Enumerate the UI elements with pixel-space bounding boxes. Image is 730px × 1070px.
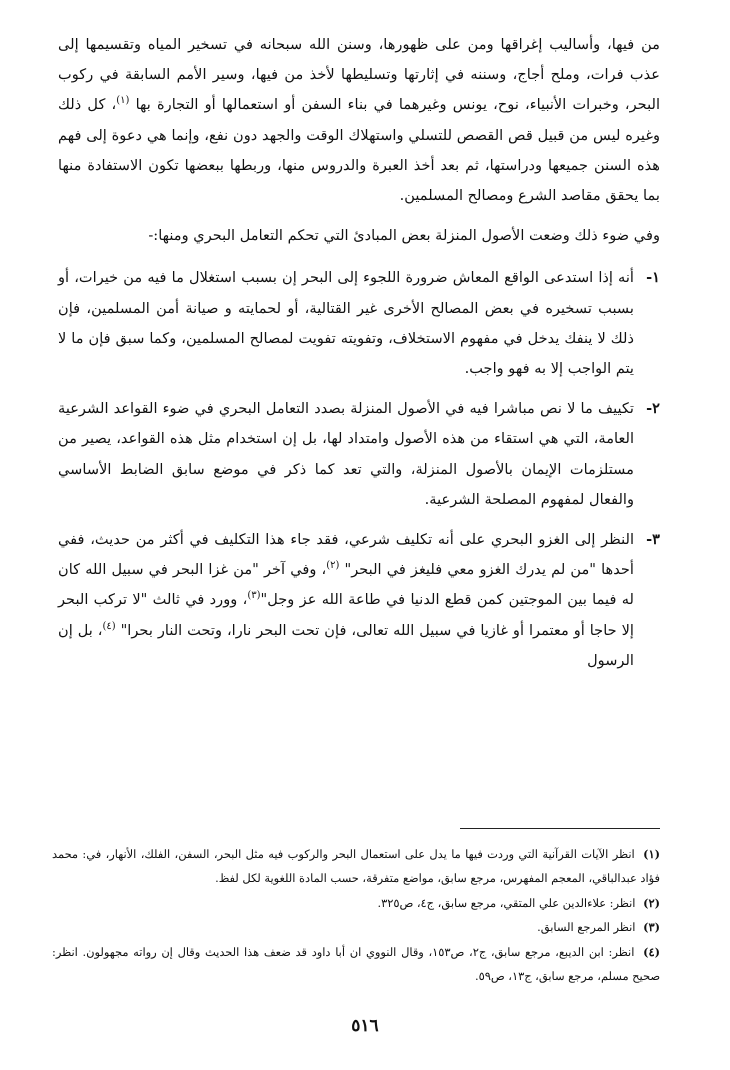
paragraph-text: من فيها، وأساليب إغراقها ومن على ظهورها، وسنن الله سبحانه في تسخير المياه وتقسيمها إلى عذب فرات، وملح أجاج، وسننه في إثارتها وتسليطها لأخذ من فيها، وسير الأمم السابقة في ركوب البحر، وخبرات الأنبياء، نوح، يونس وغيرهما في بناء السفن أو استعمالها أو التجارة بها: [58, 36, 661, 114]
body-paragraph: [58, 30, 660, 211]
body-paragraph: [58, 221, 660, 251]
paragraph-text: وفي ضوء ذلك وضعت الأصول المنزلة بعض المبادئ التي تحكم التعامل البحري ومنها:-: [148, 227, 660, 245]
list-item-text-part: ، وورد في ثالث "لا تركب البحر إلا حاجا أو معتمرا أو غازيا في سبيل الله تعالى، فإن تحت البحر نارا، وتحت النار بحرا": [58, 591, 634, 639]
page-number: ٥١٦: [351, 1016, 379, 1036]
footnote-reference: (٤): [102, 620, 116, 632]
footnote-reference: (١): [116, 95, 130, 107]
footnote: [52, 915, 660, 939]
footnote: [52, 891, 660, 915]
list-item-text: تكييف ما لا نص مباشرا فيه في الأصول المنزلة بصدد التعامل البحري في ضوء القواعد الشرعية العامة، التي هي استقاء من هذه الأصول وامتداد لها، بل إن استخدام مثل هذه القواعد، يصير من مستلزمات الإيمان بالأصول المنزلة، والتي تعد كما ذكر في موضع سابق الضابط الأساسي والفعال لمفهوم المصلحة الشرعية.: [58, 400, 634, 508]
footnote: [52, 940, 660, 989]
footnote-number: (٢): [643, 895, 660, 910]
footnote-number: (٤): [643, 944, 660, 959]
list-item-text-part: ، بل إن الرسول: [58, 621, 634, 669]
footnote-separator: [460, 828, 660, 829]
list-item: [58, 525, 660, 676]
list-item-number: ١-: [646, 269, 660, 287]
list-item: [58, 394, 660, 515]
footnote-text: انظر: ابن الديبع، مرجع سابق، ج٢، ص١٥٣، وقال النووي ان أبا داود قد ضعف هذا الحديث وقال إن رواته مجهولون. انظر: صحيح مسلم، مرجع سابق، ج١٣، ص٥٩.: [52, 944, 660, 984]
paragraph-text: ، كل ذلك وغيره ليس من قبيل قص القصص للتسلي واستهلاك الوقت والجهد دون نفع، وإنما هي دعوة إلى فهم هذه السنن جميعها ودراستها، ثم بعد أخذ العبرة والدروس منها، وربطها ببعضها تكون الاستفادة منها بما يحقق مقاصد الشرع ومصالح المسلمين.: [58, 96, 661, 205]
list-item-text: أنه إذا استدعى الواقع المعاش ضرورة اللجوء إلى البحر إن بسبب استغلال ما فيه من خيرات، أو بسبب تسخيره في بعض المصالح الأخرى غير القتالية، أو لحمايته و صيانة أمن المسلمين، فإن ذلك لا ينفك يدخل في مفهوم الاستخلاف، وتفويته تفويت لمصالح المسلمين، وكما سبق فإن ما لا يتم الواجب إلا به فهو واجب.: [58, 269, 634, 378]
footnote-reference: (٣): [247, 590, 261, 602]
principles-list: [58, 263, 660, 676]
list-item-text-part: النظر إلى الغزو البحري على أنه تكليف شرعي، فقد جاء هذا التكليف في أكثر من حديث، ففي أحدها "من لم يدرك الغزو معي فليغز في البحر": [58, 531, 634, 579]
footnotes: [52, 842, 660, 988]
list-item: [58, 263, 660, 384]
list-item-number: ٣-: [646, 531, 660, 549]
footnote-text: انظر المرجع السابق.: [537, 920, 636, 935]
footnote-reference: (٢): [326, 560, 340, 572]
list-item-number: ٢-: [646, 400, 660, 418]
list-item-text-part: ، وفي آخر "من غزا البحر في سبيل الله كان له فيما بين الموجتين كمن قطع الدنيا في طاعة الله عز وجل": [58, 561, 634, 609]
footnote-text: انظر الآيات القرآنية التي وردت فيها ما يدل على استعمال البحر والركوب فيه مثل البحر، السفن، الفلك، الأنهار، في: محمد فؤاد عبدالباقي، المعجم المفهرس، مرجع سابق، مواضع متفرقة، حسب المادة اللغوية لكل لفظ.: [52, 847, 660, 886]
footnote-number: (٣): [643, 920, 660, 935]
footnote-text: انظر: علاءالدين علي المتقي، مرجع سابق، ج٤، ص٣٢٥.: [377, 895, 636, 910]
footnote: [52, 842, 660, 891]
list-item-text: [58, 525, 634, 676]
footnote-number: (١): [643, 847, 661, 861]
